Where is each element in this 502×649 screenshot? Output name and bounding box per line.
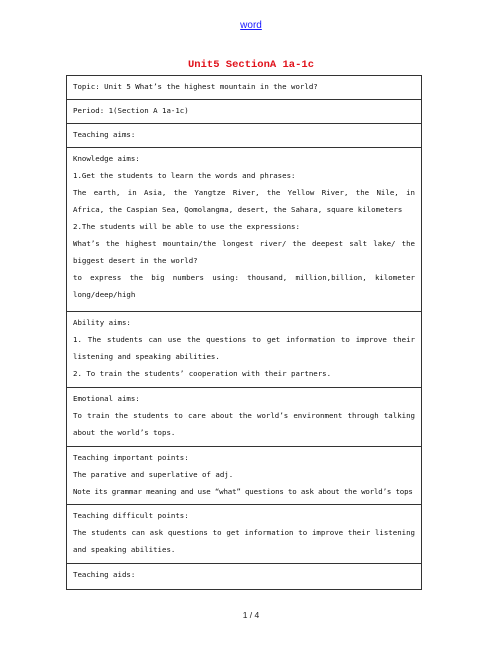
period-text: Period: 1(Section A 1a-1c) [73,106,189,115]
topic-cell [67,76,422,100]
page-number: 1 / 4 [242,610,260,620]
table-row [67,100,422,124]
teaching-aims-cell [67,124,422,148]
difficult-points-heading: Teaching difficult points: [73,511,189,520]
teaching-aids-text: Teaching aids: [73,570,136,579]
ability-item-1: 1. The students can use the questions to get information to improve their listening and speaking abilities. [73,335,415,361]
table-row [67,388,422,447]
difficult-points-cell [67,505,422,564]
important-points-heading: Teaching important points: [73,453,189,462]
table-row [67,148,422,312]
topic-text: Topic: Unit 5 What’s the highest mountain in the world? [73,82,318,91]
knowledge-item-2: 2.The students will be able to use the expressions: [73,222,300,231]
important-points-line-1: The parative and superlative of adj. [73,470,234,479]
ability-item-2: 2. To train the students’ cooperation with their partners. [73,369,332,378]
knowledge-aims-cell [67,148,422,312]
teaching-aims-text: Teaching aims: [73,130,136,139]
knowledge-item-1: 1.Get the students to learn the words and phrases: [73,171,296,180]
knowledge-numbers: to express the big numbers using: thousand, million,billion, kilometer long/deep/high [73,273,415,299]
table-row [67,447,422,505]
header-word-link[interactable]: word [240,20,262,31]
document-title: Unit5 SectionA 1a-1c [187,59,315,71]
table-row [67,505,422,564]
emotional-aims-heading: Emotional aims: [73,394,140,403]
table-row [67,564,422,590]
teaching-aids-cell [67,564,422,590]
knowledge-aims-heading: Knowledge aims: [73,154,140,163]
difficult-points-text: The students can ask questions to get information to improve their listening and speaking abilities. [73,528,415,554]
period-cell [67,100,422,124]
lesson-plan-table [66,75,422,590]
emotional-aims-text: To train the students to care about the world’s environment through talking about the world’s tops. [73,411,415,437]
important-points-line-2: Note its grammar meaning and use “what” questions to ask about the world’s tops [73,487,413,496]
table-row [67,124,422,148]
emotional-aims-cell [67,388,422,447]
knowledge-words: The earth, in Asia, the Yangtze River, the Yellow River, the Nile, in Africa, the Caspian Sea, Qomolangma, desert, the Sahara, square kilometers [73,188,415,214]
table-row [67,312,422,388]
ability-aims-cell [67,312,422,388]
important-points-cell [67,447,422,505]
ability-aims-heading: Ability aims: [73,318,131,327]
table-row [67,76,422,100]
knowledge-expressions: What’s the highest mountain/the longest river/ the deepest salt lake/ the biggest desert in the world? [73,239,415,265]
